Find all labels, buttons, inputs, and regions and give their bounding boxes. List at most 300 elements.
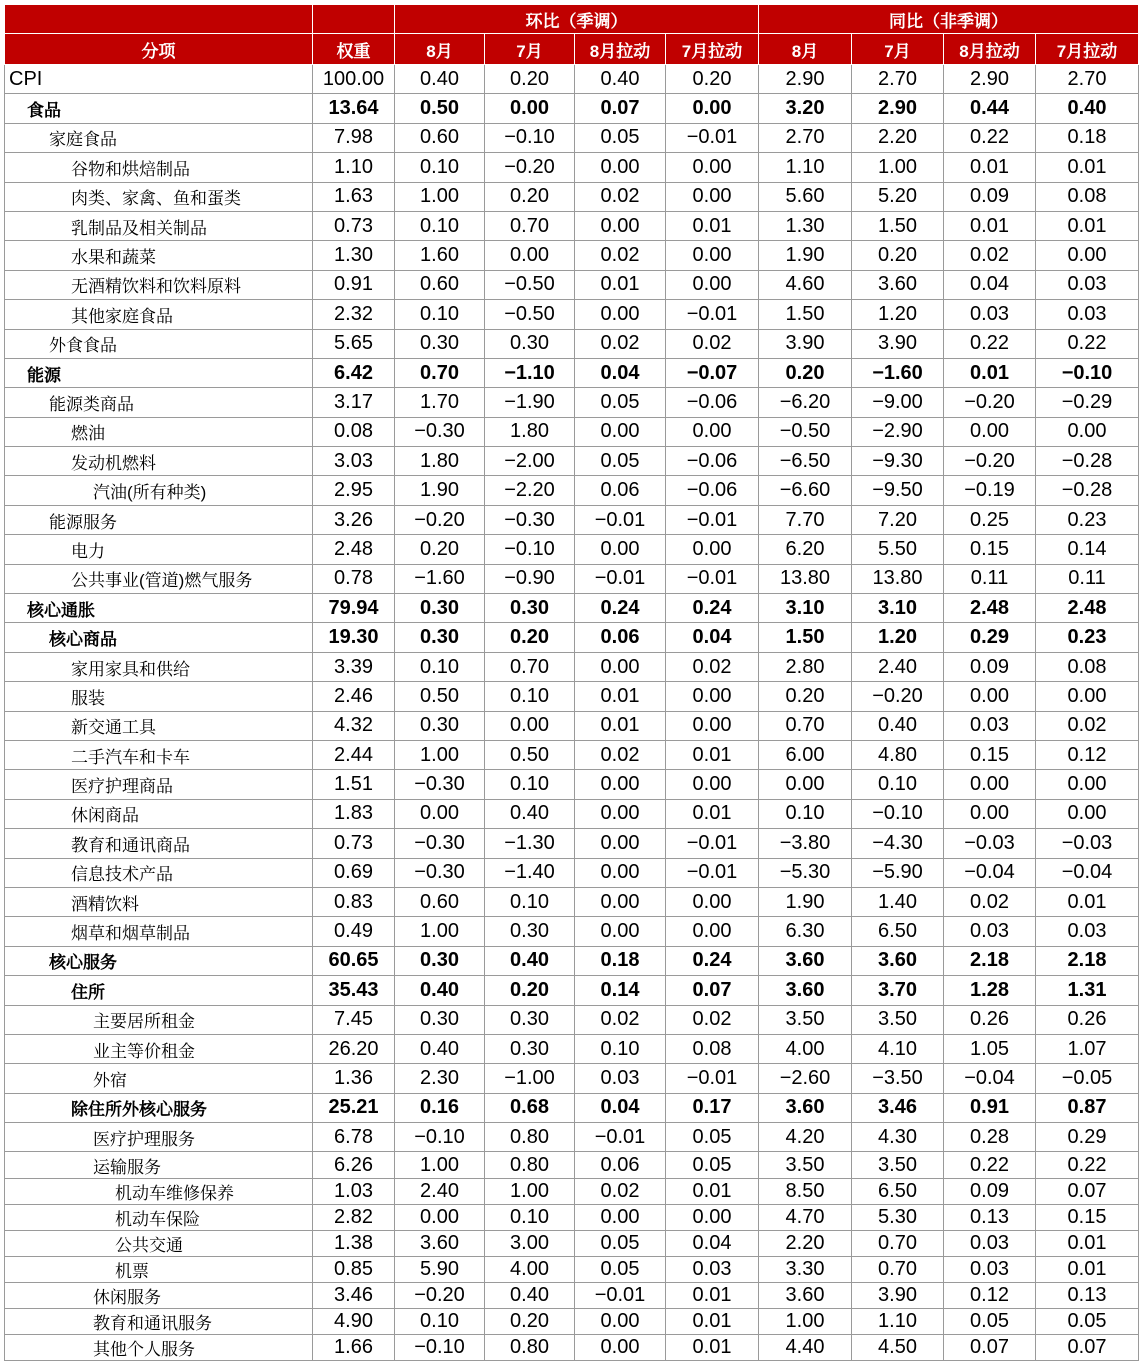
cell-value: −0.30 <box>395 417 485 446</box>
cell-value: −0.04 <box>944 1064 1036 1093</box>
cell-value: −1.60 <box>852 358 944 387</box>
table-row <box>5 358 1139 387</box>
cell-value: 0.15 <box>944 535 1036 564</box>
cell-value: 1.90 <box>759 887 852 916</box>
cell-value: 0.22 <box>944 329 1036 358</box>
cell-value: −1.10 <box>485 358 575 387</box>
cell-value: 0.10 <box>395 1309 485 1335</box>
cell-value: 3.60 <box>759 976 852 1005</box>
cell-value: 0.10 <box>759 799 852 828</box>
cell-value: 0.40 <box>395 976 485 1005</box>
cell-value: 0.00 <box>1036 241 1139 270</box>
cell-value: 0.10 <box>395 153 485 182</box>
cell-weight: 35.43 <box>313 976 395 1005</box>
cell-value: 0.20 <box>485 623 575 652</box>
cell-weight: 1.51 <box>313 770 395 799</box>
cell-value: 0.00 <box>666 153 759 182</box>
row-label: 汽油(所有种类) <box>5 476 313 505</box>
cell-weight: 1.36 <box>313 1064 395 1093</box>
cell-value: 0.30 <box>395 1005 485 1034</box>
cell-value: −0.50 <box>759 417 852 446</box>
cell-value: 0.04 <box>575 358 666 387</box>
cell-weight: 3.46 <box>313 1282 395 1308</box>
cell-weight: 0.85 <box>313 1256 395 1282</box>
cell-value: −0.20 <box>395 505 485 534</box>
row-label: 无酒精饮料和饮料原料 <box>5 270 313 299</box>
cell-value: 0.20 <box>485 976 575 1005</box>
row-label: 运输服务 <box>5 1152 313 1178</box>
cell-value: 0.08 <box>666 1034 759 1063</box>
table-row <box>5 1005 1139 1034</box>
cell-value: 0.07 <box>944 1335 1036 1361</box>
cell-value: 0.01 <box>944 358 1036 387</box>
cell-weight: 2.32 <box>313 300 395 329</box>
cell-weight: 2.46 <box>313 682 395 711</box>
cell-value: −0.10 <box>485 535 575 564</box>
cell-value: 0.29 <box>1036 1123 1139 1152</box>
row-label: 能源类商品 <box>5 388 313 417</box>
row-label: 服装 <box>5 682 313 711</box>
table-row <box>5 682 1139 711</box>
cell-value: 0.40 <box>575 65 666 94</box>
cell-value: 0.00 <box>944 799 1036 828</box>
cell-value: 1.31 <box>1036 976 1139 1005</box>
cell-value: 0.18 <box>1036 123 1139 152</box>
cell-value: 2.18 <box>1036 946 1139 975</box>
cell-value: −0.20 <box>944 447 1036 476</box>
cell-value: −4.30 <box>852 829 944 858</box>
cell-value: 0.23 <box>1036 505 1139 534</box>
cell-value: 0.24 <box>666 594 759 623</box>
row-label: 酒精饮料 <box>5 887 313 916</box>
row-label: 住所 <box>5 976 313 1005</box>
cell-weight: 5.65 <box>313 329 395 358</box>
cell-value: 0.25 <box>944 505 1036 534</box>
table-row <box>5 799 1139 828</box>
cell-weight: 1.38 <box>313 1230 395 1256</box>
cell-value: 1.00 <box>395 740 485 769</box>
cell-value: 0.09 <box>944 1178 1036 1204</box>
cell-value: −0.06 <box>666 388 759 417</box>
row-label: 燃油 <box>5 417 313 446</box>
cell-weight: 13.64 <box>313 94 395 123</box>
cell-value: 6.50 <box>852 917 944 946</box>
cell-value: 2.20 <box>852 123 944 152</box>
cell-value: 0.05 <box>575 1230 666 1256</box>
cell-value: −0.28 <box>1036 476 1139 505</box>
cell-value: −5.30 <box>759 858 852 887</box>
cell-value: 0.00 <box>666 94 759 123</box>
cell-value: 0.08 <box>1036 652 1139 681</box>
cell-value: 0.05 <box>666 1123 759 1152</box>
table-row <box>5 388 1139 417</box>
cell-value: 0.00 <box>1036 417 1139 446</box>
cell-value: 0.00 <box>1036 799 1139 828</box>
cell-value: 3.90 <box>852 329 944 358</box>
cell-value: 0.05 <box>944 1309 1036 1335</box>
table-row <box>5 1093 1139 1122</box>
cell-value: 3.50 <box>759 1152 852 1178</box>
cell-value: 0.22 <box>1036 1152 1139 1178</box>
cell-value: 0.01 <box>666 1178 759 1204</box>
cell-value: −0.30 <box>395 829 485 858</box>
cell-value: 0.40 <box>395 65 485 94</box>
cell-value: 0.00 <box>666 417 759 446</box>
cell-value: 0.20 <box>666 65 759 94</box>
header-mom-jul: 7月 <box>485 34 575 65</box>
cell-value: −1.60 <box>395 564 485 593</box>
table-row <box>5 740 1139 769</box>
cell-value: 0.00 <box>395 1204 485 1230</box>
cell-value: 2.48 <box>1036 594 1139 623</box>
cell-value: 0.60 <box>395 123 485 152</box>
cell-value: −0.01 <box>575 505 666 534</box>
header-yoy-aug-contrib: 8月拉动 <box>944 34 1036 65</box>
cell-value: 3.00 <box>485 1230 575 1256</box>
cell-value: 2.48 <box>944 594 1036 623</box>
cpi-breakdown-table <box>4 4 1139 1361</box>
row-label: 机动车维修保养 <box>5 1178 313 1204</box>
cell-value: 3.60 <box>852 946 944 975</box>
cell-value: 0.28 <box>944 1123 1036 1152</box>
cell-value: 1.70 <box>395 388 485 417</box>
cell-value: 0.18 <box>575 946 666 975</box>
cell-value: 0.00 <box>395 799 485 828</box>
cell-value: 0.05 <box>575 1256 666 1282</box>
cell-value: 0.22 <box>944 1152 1036 1178</box>
cell-value: 0.01 <box>944 211 1036 240</box>
cell-value: 0.30 <box>485 1005 575 1034</box>
cell-value: 0.05 <box>575 123 666 152</box>
cell-value: 0.00 <box>575 770 666 799</box>
row-label: 核心通胀 <box>5 594 313 623</box>
cell-value: 2.70 <box>1036 65 1139 94</box>
cell-value: 3.60 <box>759 946 852 975</box>
row-label: 休闲服务 <box>5 1282 313 1308</box>
cell-weight: 4.90 <box>313 1309 395 1335</box>
row-label: 机票 <box>5 1256 313 1282</box>
cell-value: 3.60 <box>852 270 944 299</box>
cell-value: 0.01 <box>666 799 759 828</box>
table-header <box>5 5 1139 65</box>
row-label: 水果和蔬菜 <box>5 241 313 270</box>
cell-value: 13.80 <box>759 564 852 593</box>
cell-value: 0.09 <box>944 652 1036 681</box>
cell-value: 0.00 <box>575 887 666 916</box>
cell-value: 0.07 <box>666 976 759 1005</box>
cell-value: 1.10 <box>759 153 852 182</box>
row-label: 家用家具和供给 <box>5 652 313 681</box>
cell-value: 0.30 <box>395 594 485 623</box>
cell-value: 0.20 <box>759 682 852 711</box>
cell-value: −0.01 <box>575 1123 666 1152</box>
cell-weight: 6.42 <box>313 358 395 387</box>
cell-value: 0.60 <box>395 887 485 916</box>
cell-value: 0.15 <box>944 740 1036 769</box>
cell-value: 0.10 <box>575 1034 666 1063</box>
cell-value: 0.07 <box>1036 1178 1139 1204</box>
cell-value: −0.20 <box>852 682 944 711</box>
cell-value: 3.50 <box>759 1005 852 1034</box>
table-row <box>5 65 1139 94</box>
cell-weight: 79.94 <box>313 594 395 623</box>
cell-value: −0.01 <box>666 1064 759 1093</box>
cell-value: 2.70 <box>852 65 944 94</box>
cell-weight: 2.48 <box>313 535 395 564</box>
cell-value: −0.50 <box>485 270 575 299</box>
cell-value: 0.80 <box>485 1152 575 1178</box>
cell-value: −0.04 <box>1036 858 1139 887</box>
cell-value: 3.90 <box>759 329 852 358</box>
table-row <box>5 329 1139 358</box>
cell-value: 0.13 <box>944 1204 1036 1230</box>
cell-value: 0.00 <box>666 917 759 946</box>
cell-value: 1.00 <box>852 153 944 182</box>
row-label: 教育和通讯服务 <box>5 1309 313 1335</box>
cell-value: −0.29 <box>1036 388 1139 417</box>
table-row <box>5 564 1139 593</box>
cell-value: 0.10 <box>395 300 485 329</box>
cell-value: 0.30 <box>395 711 485 740</box>
cell-value: 0.00 <box>666 535 759 564</box>
table-row <box>5 211 1139 240</box>
cell-value: −0.10 <box>395 1335 485 1361</box>
cell-value: 1.05 <box>944 1034 1036 1063</box>
cell-value: 0.09 <box>944 182 1036 211</box>
cell-value: 5.60 <box>759 182 852 211</box>
cell-weight: 0.91 <box>313 270 395 299</box>
cell-value: 0.23 <box>1036 623 1139 652</box>
table-row <box>5 1309 1139 1335</box>
cell-value: 0.00 <box>575 1335 666 1361</box>
cell-value: 0.01 <box>666 1335 759 1361</box>
cell-value: 0.00 <box>575 300 666 329</box>
cell-value: 0.08 <box>1036 182 1139 211</box>
cell-value: 0.03 <box>944 1256 1036 1282</box>
cell-weight: 0.83 <box>313 887 395 916</box>
row-label: 电力 <box>5 535 313 564</box>
cell-value: 0.01 <box>1036 1256 1139 1282</box>
row-label: 食品 <box>5 94 313 123</box>
row-label: 核心服务 <box>5 946 313 975</box>
cell-value: −0.20 <box>485 153 575 182</box>
cell-value: 0.00 <box>944 417 1036 446</box>
cell-value: 0.05 <box>666 1152 759 1178</box>
cell-value: 0.00 <box>575 211 666 240</box>
cell-value: 1.28 <box>944 976 1036 1005</box>
cell-value: 0.40 <box>1036 94 1139 123</box>
cell-value: 0.30 <box>395 329 485 358</box>
cell-value: 4.50 <box>852 1335 944 1361</box>
cell-weight: 0.78 <box>313 564 395 593</box>
cell-value: −6.50 <box>759 447 852 476</box>
cell-value: 0.01 <box>944 153 1036 182</box>
table-body <box>5 65 1139 1361</box>
cell-value: 0.87 <box>1036 1093 1139 1122</box>
row-label: 新交通工具 <box>5 711 313 740</box>
cell-value: 0.30 <box>395 946 485 975</box>
cell-value: −1.30 <box>485 829 575 858</box>
cell-value: 0.29 <box>944 623 1036 652</box>
cell-value: −0.03 <box>944 829 1036 858</box>
table-row <box>5 153 1139 182</box>
cell-value: 3.60 <box>759 1093 852 1122</box>
row-label: 外宿 <box>5 1064 313 1093</box>
cell-value: −0.50 <box>485 300 575 329</box>
row-label: 公共交通 <box>5 1230 313 1256</box>
cell-weight: 1.63 <box>313 182 395 211</box>
cell-value: 0.00 <box>575 153 666 182</box>
cell-value: −0.05 <box>1036 1064 1139 1093</box>
cell-value: 0.20 <box>759 358 852 387</box>
cell-value: 0.03 <box>944 917 1036 946</box>
cell-weight: 0.73 <box>313 211 395 240</box>
table-row <box>5 946 1139 975</box>
table-row <box>5 1335 1139 1361</box>
cell-value: 0.01 <box>1036 153 1139 182</box>
cell-value: 0.00 <box>575 799 666 828</box>
header-mom-aug-contrib: 8月拉动 <box>575 34 666 65</box>
row-label: 发动机燃料 <box>5 447 313 476</box>
cell-value: 0.03 <box>1036 300 1139 329</box>
cell-value: 0.01 <box>1036 1230 1139 1256</box>
cell-value: −2.60 <box>759 1064 852 1093</box>
cell-value: 0.02 <box>944 241 1036 270</box>
cell-value: 0.70 <box>852 1256 944 1282</box>
cell-weight: 7.98 <box>313 123 395 152</box>
cell-value: 0.06 <box>575 623 666 652</box>
table-row <box>5 711 1139 740</box>
table-row <box>5 1064 1139 1093</box>
cell-value: 0.02 <box>575 241 666 270</box>
cell-value: 2.90 <box>852 94 944 123</box>
cell-value: 0.03 <box>1036 917 1139 946</box>
cell-value: 0.02 <box>666 652 759 681</box>
cell-weight: 1.10 <box>313 153 395 182</box>
cell-value: 0.02 <box>575 329 666 358</box>
cell-value: −0.30 <box>485 505 575 534</box>
cell-value: 1.90 <box>759 241 852 270</box>
cell-value: 3.30 <box>759 1256 852 1282</box>
cell-value: 0.11 <box>944 564 1036 593</box>
cell-value: 2.70 <box>759 123 852 152</box>
cell-value: 0.00 <box>666 887 759 916</box>
cell-value: 0.01 <box>575 270 666 299</box>
cell-weight: 3.03 <box>313 447 395 476</box>
cell-value: 0.03 <box>666 1256 759 1282</box>
cell-value: −9.50 <box>852 476 944 505</box>
cell-value: 4.80 <box>852 740 944 769</box>
cell-value: 0.05 <box>1036 1309 1139 1335</box>
cell-value: −6.60 <box>759 476 852 505</box>
table-row <box>5 1034 1139 1063</box>
cell-value: 0.07 <box>1036 1335 1139 1361</box>
cell-value: −6.20 <box>759 388 852 417</box>
cell-value: 0.17 <box>666 1093 759 1122</box>
cell-value: 0.01 <box>1036 887 1139 916</box>
cell-weight: 2.44 <box>313 740 395 769</box>
cell-value: 0.00 <box>575 1204 666 1230</box>
cell-weight: 6.26 <box>313 1152 395 1178</box>
cell-value: 4.60 <box>759 270 852 299</box>
cell-weight: 26.20 <box>313 1034 395 1063</box>
cell-value: 0.00 <box>575 858 666 887</box>
cell-value: −0.10 <box>852 799 944 828</box>
cell-value: 13.80 <box>852 564 944 593</box>
cell-value: 1.00 <box>395 917 485 946</box>
cell-value: 0.01 <box>666 1282 759 1308</box>
cell-value: 0.40 <box>485 799 575 828</box>
header-mom-jul-contrib: 7月拉动 <box>666 34 759 65</box>
header-empty-weight <box>313 5 395 34</box>
cell-value: 0.01 <box>666 211 759 240</box>
cell-weight: 3.39 <box>313 652 395 681</box>
cell-value: −0.01 <box>666 123 759 152</box>
cell-value: 3.10 <box>852 594 944 623</box>
cell-value: 0.06 <box>575 476 666 505</box>
header-mom-group: 环比（季调） <box>395 5 759 34</box>
cell-weight: 1.66 <box>313 1335 395 1361</box>
table-row <box>5 1282 1139 1308</box>
cell-value: 0.40 <box>395 1034 485 1063</box>
cell-value: −0.10 <box>485 123 575 152</box>
cell-value: 0.00 <box>1036 682 1139 711</box>
cell-weight: 2.95 <box>313 476 395 505</box>
cell-value: −9.30 <box>852 447 944 476</box>
table-row <box>5 535 1139 564</box>
cell-value: 0.70 <box>395 358 485 387</box>
cell-value: −0.30 <box>395 858 485 887</box>
row-label: 教育和通讯商品 <box>5 829 313 858</box>
cell-value: 0.10 <box>395 652 485 681</box>
row-label: 能源 <box>5 358 313 387</box>
header-yoy-jul: 7月 <box>852 34 944 65</box>
cell-value: 0.00 <box>666 241 759 270</box>
cell-value: 0.00 <box>485 94 575 123</box>
header-yoy-jul-contrib: 7月拉动 <box>1036 34 1139 65</box>
cell-value: 4.10 <box>852 1034 944 1063</box>
cell-value: −0.06 <box>666 476 759 505</box>
cell-value: 6.50 <box>852 1178 944 1204</box>
cell-value: −1.90 <box>485 388 575 417</box>
cell-value: 6.20 <box>759 535 852 564</box>
row-label: 除住所外核心服务 <box>5 1093 313 1122</box>
cell-value: 1.80 <box>395 447 485 476</box>
cell-value: −0.06 <box>666 447 759 476</box>
table-row <box>5 270 1139 299</box>
cell-value: 0.00 <box>575 652 666 681</box>
header-item: 分项 <box>5 34 313 65</box>
table-row <box>5 770 1139 799</box>
cell-value: 4.70 <box>759 1204 852 1230</box>
cell-value: 0.00 <box>666 770 759 799</box>
cell-value: 0.20 <box>852 241 944 270</box>
cell-value: 0.10 <box>485 1204 575 1230</box>
row-label: 其他家庭食品 <box>5 300 313 329</box>
row-label: 能源服务 <box>5 505 313 534</box>
table-row <box>5 917 1139 946</box>
row-label: 医疗护理服务 <box>5 1123 313 1152</box>
cell-weight: 100.00 <box>313 65 395 94</box>
cell-value: 0.26 <box>944 1005 1036 1034</box>
cell-value: 0.02 <box>575 740 666 769</box>
cell-value: 0.01 <box>1036 211 1139 240</box>
cell-value: 4.00 <box>759 1034 852 1063</box>
cell-value: −0.01 <box>666 858 759 887</box>
cell-value: −2.00 <box>485 447 575 476</box>
row-label: 其他个人服务 <box>5 1335 313 1361</box>
cell-value: 0.12 <box>944 1282 1036 1308</box>
